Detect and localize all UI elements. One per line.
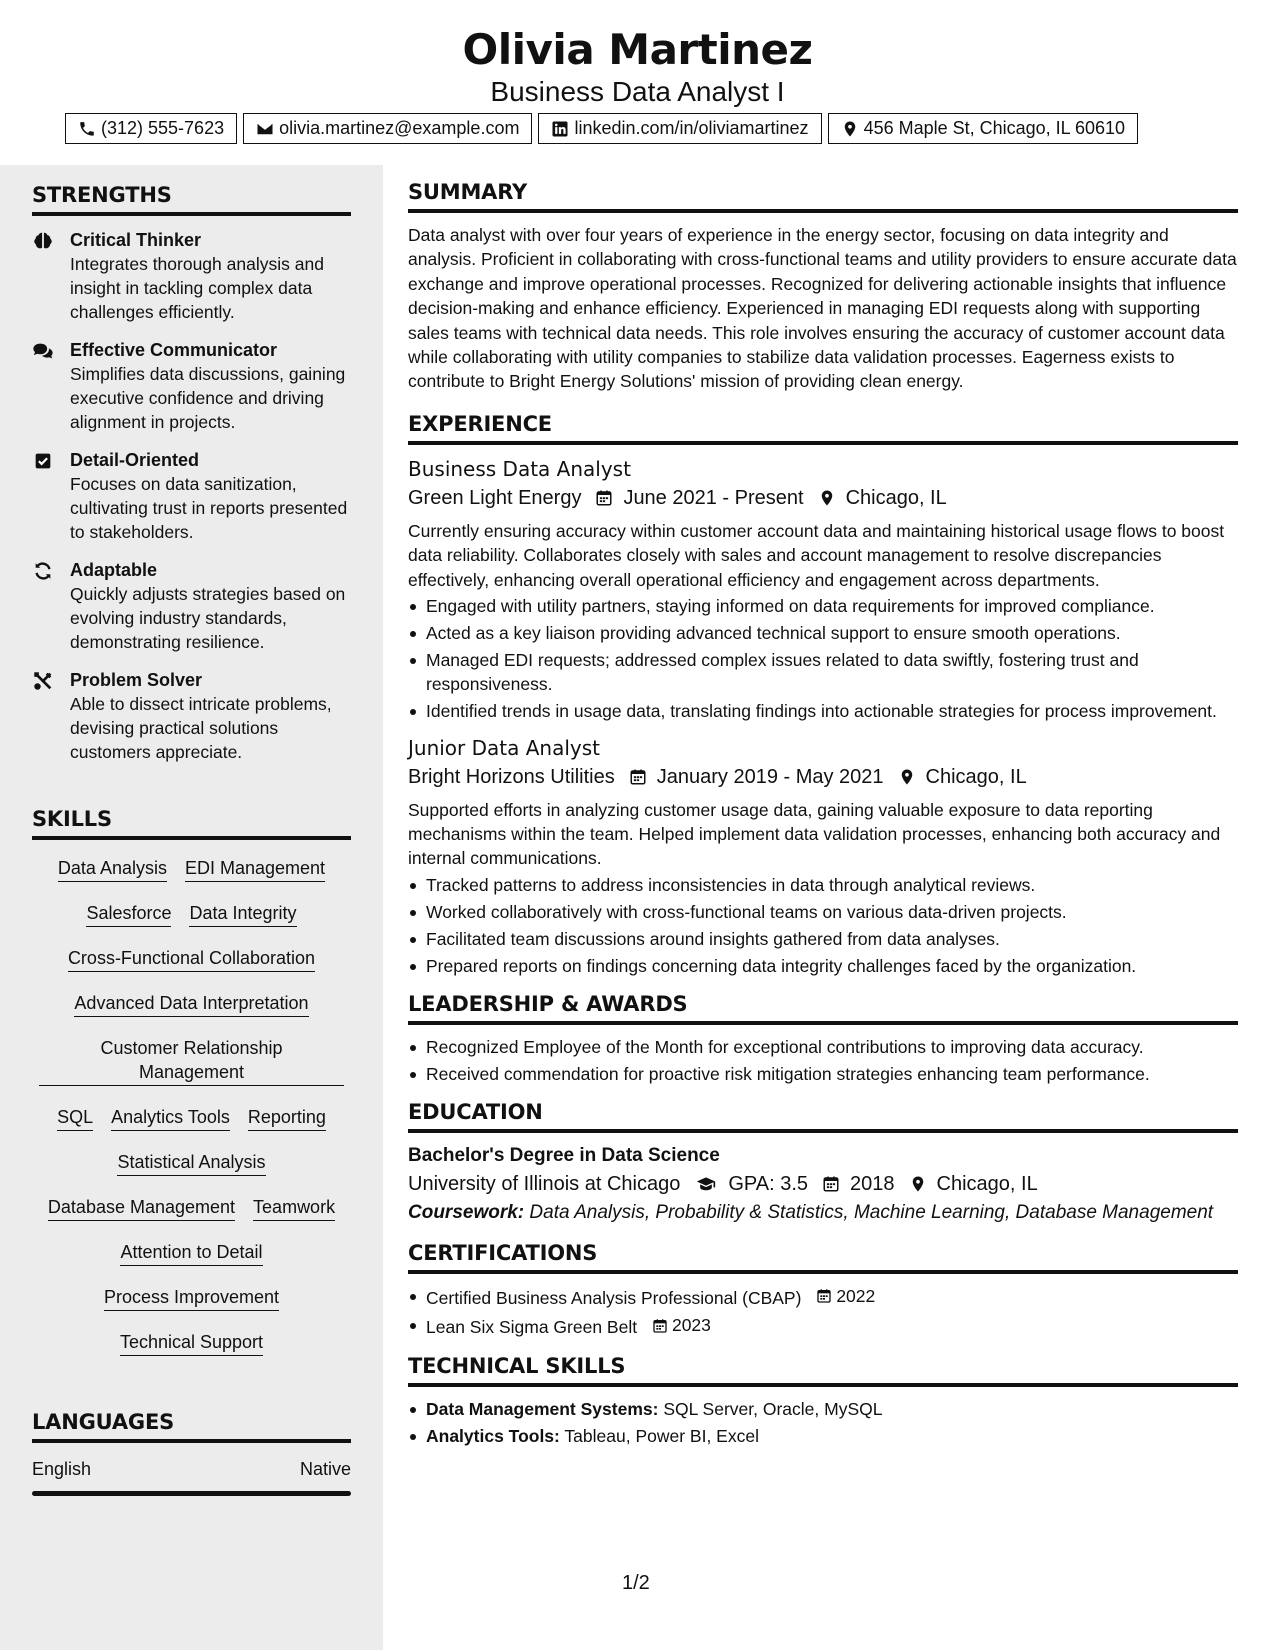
strength-item	[32, 448, 351, 544]
job-bullets	[408, 594, 1238, 724]
certifications-title: CERTIFICATIONS	[408, 1241, 1238, 1274]
skill-tag: Process Improvement	[104, 1279, 279, 1311]
skill-tag: Advanced Data Interpretation	[74, 985, 308, 1017]
languages-title: LANGUAGES	[32, 1410, 351, 1443]
job-bullet: Worked collaboratively with cross-functional teams on various data-driven projects.	[408, 900, 1238, 924]
address-text: 456 Maple St, Chicago, IL 60610	[863, 118, 1126, 138]
gpa: GPA: 3.5	[728, 1173, 809, 1196]
coursework-label: Coursework:	[408, 1202, 525, 1224]
coursework-list: Data Analysis, Probability & Statistics, Machine Learning, Database Management	[529, 1202, 1214, 1224]
calendar-icon	[629, 768, 647, 786]
skills-list	[32, 850, 351, 1369]
job-dates: January 2019 - May 2021	[656, 765, 884, 788]
strength-desc: Focuses on data sanitization, cultivating trust in reports presented to stakeholders.	[70, 474, 348, 542]
skill-tag: EDI Management	[185, 850, 325, 882]
technical-skills-section	[408, 1354, 1238, 1448]
calendar-icon	[652, 1318, 668, 1334]
job-location: Chicago, IL	[845, 486, 947, 509]
contact-phone	[65, 113, 237, 144]
technical-skill-value: Tableau, Power BI, Excel	[564, 1425, 759, 1446]
skill-tag: Customer Relationship Management	[39, 1030, 344, 1086]
degree-title: Bachelor's Degree in Data Science	[408, 1145, 720, 1167]
phone-icon	[78, 120, 96, 138]
summary-text: Data analyst with over four years of experience in the energy sector, focusing on data integrity and analysis. Proficient in collaborating with cross-functional teams and utility providers to ensure accurate data exchange and improve operational processes. Recognized for delivering actionable insights that influence decision-making and enhance efficiency. Experienced in managing EDI requests along with supporting sales teams with technical data needs. This role involves ensuring the accuracy of customer account data while collaborating with utility companies to stabilize data validation processes. Eagerness exists to contribute to Bright Energy Solutions' mission of providing clean energy.	[408, 225, 1237, 392]
sync-icon	[32, 560, 54, 582]
comments-icon	[32, 340, 54, 362]
job-description: Currently ensuring accuracy within customer account data and maintaining historical usage flows to boost data reliability. Collaborates closely with sales and account management to resolve discrepancies effectively, enhancing overall operational efficiency and engagement across departments.	[408, 520, 1225, 590]
skill-tag: Reporting	[248, 1099, 326, 1131]
job-bullet: Tracked patterns to address inconsistencies in data through analytical reviews.	[408, 873, 1238, 897]
candidate-role: Business Data Analyst I	[490, 76, 785, 107]
technical-skills-title: TECHNICAL SKILLS	[408, 1354, 1238, 1387]
job-bullet: Managed EDI requests; addressed complex issues related to data swiftly, fostering trust and responsiveness.	[408, 648, 1238, 697]
job-bullet: Identified trends in usage data, translating findings into actionable strategies for process improvement.	[408, 699, 1238, 723]
job-bullet: Prepared reports on findings concerning data integrity challenges faced by the organization.	[408, 954, 1238, 978]
strengths-title: STRENGTHS	[32, 183, 351, 216]
language-level: Native	[299, 1459, 351, 1479]
page-number: 1/2	[622, 1572, 650, 1594]
checkbox-icon	[32, 450, 54, 472]
language-proficiency-bar	[32, 1491, 351, 1496]
strength-item	[32, 558, 351, 654]
certifications-section	[408, 1241, 1238, 1340]
experience-title: EXPERIENCE	[408, 412, 1238, 445]
skill-tag: Teamwork	[253, 1189, 335, 1221]
contact-linkedin[interactable]	[538, 113, 821, 144]
skill-tag: Statistical Analysis	[117, 1144, 265, 1176]
technical-skill-item	[408, 1397, 1238, 1421]
education-section	[408, 1100, 1238, 1225]
envelope-icon	[256, 120, 274, 138]
calendar-icon	[595, 489, 613, 507]
map-marker-icon	[898, 768, 916, 786]
language-name: English	[32, 1459, 92, 1479]
linkedin-text[interactable]: linkedin.com/in/oliviamartinez	[574, 118, 809, 138]
strength-desc: Quickly adjusts strategies based on evolving industry standards, demonstrating resilience.	[70, 584, 346, 652]
job-bullet: Acted as a key liaison providing advanced technical support to ensure smooth operations.	[408, 621, 1238, 645]
skill-tag: Salesforce	[86, 895, 171, 927]
skill-tag: SQL	[57, 1099, 93, 1131]
technical-skills-list	[408, 1397, 1238, 1448]
phone-text: (312) 555-7623	[101, 118, 225, 138]
job-title: Junior Data Analyst	[408, 735, 601, 760]
job-location: Chicago, IL	[925, 765, 1027, 788]
graduation-cap-icon	[694, 1174, 718, 1194]
summary-title: SUMMARY	[408, 180, 1238, 213]
skill-tag: Technical Support	[120, 1324, 263, 1356]
job-bullet: Facilitated team discussions around insights gathered from data analyses.	[408, 927, 1238, 951]
certifications-list	[408, 1284, 1238, 1340]
skill-tag: Cross-Functional Collaboration	[68, 940, 315, 972]
job-dates: June 2021 - Present	[623, 486, 804, 509]
calendar-icon	[822, 1175, 840, 1193]
skills-title: SKILLS	[32, 807, 351, 840]
summary-section	[408, 180, 1238, 394]
certification-year-wrap	[652, 1313, 711, 1337]
leadership-item: Recognized Employee of the Month for exceptional contributions to improving data accuracy.	[408, 1035, 1238, 1059]
technical-skill-label: Data Management Systems:	[426, 1398, 659, 1419]
map-marker-icon	[841, 120, 859, 138]
job-company: Green Light Energy	[408, 486, 582, 509]
strength-title: Problem Solver	[70, 670, 203, 690]
skill-tag: Data Integrity	[189, 895, 296, 927]
certification-item	[408, 1284, 1238, 1311]
skill-tag: Database Management	[48, 1189, 235, 1221]
job-meta	[408, 762, 1238, 792]
experience-section	[408, 412, 1238, 978]
strength-title: Adaptable	[70, 560, 158, 580]
certification-name: Certified Business Analysis Professional (CBAP)	[426, 1288, 802, 1309]
strength-desc: Simplifies data discussions, gaining executive confidence and driving alignment in projects.	[70, 364, 346, 432]
leadership-list	[408, 1035, 1238, 1086]
leadership-title: LEADERSHIP & AWARDS	[408, 992, 1238, 1025]
skill-tag: Data Analysis	[58, 850, 167, 882]
strength-title: Detail-Oriented	[70, 450, 200, 470]
job-bullet: Engaged with utility partners, staying informed on data requirements for improved compliance.	[408, 594, 1238, 618]
contact-email[interactable]	[243, 113, 532, 144]
technical-skill-item	[408, 1424, 1238, 1448]
contact-bar	[65, 113, 1138, 144]
certification-year: 2023	[671, 1315, 711, 1336]
map-marker-icon	[818, 489, 836, 507]
main-content	[408, 180, 1238, 1466]
calendar-icon	[816, 1288, 832, 1304]
education-meta	[408, 1169, 1238, 1199]
coursework	[408, 1201, 1238, 1225]
graduation-year: 2018	[850, 1173, 895, 1196]
certification-name: Lean Six Sigma Green Belt	[426, 1317, 638, 1338]
strength-item	[32, 668, 351, 764]
school-name: University of Illinois at Chicago	[408, 1173, 681, 1196]
tools-icon	[32, 670, 54, 692]
leadership-item: Received commendation for proactive risk mitigation strategies enhancing team performance.	[408, 1062, 1238, 1086]
skill-tag: Analytics Tools	[111, 1099, 230, 1131]
certification-year-wrap	[816, 1284, 875, 1308]
language-row	[32, 1457, 351, 1481]
leadership-section	[408, 992, 1238, 1086]
job-entry	[408, 734, 1238, 978]
strength-item	[32, 338, 351, 434]
certification-year: 2022	[836, 1286, 876, 1307]
technical-skill-label: Analytics Tools:	[426, 1425, 560, 1446]
education-title: EDUCATION	[408, 1100, 1238, 1133]
job-company: Bright Horizons Utilities	[408, 765, 615, 788]
strength-title: Critical Thinker	[70, 230, 202, 250]
email-text[interactable]: olivia.martinez@example.com	[279, 118, 520, 138]
linkedin-icon	[551, 120, 569, 138]
school-location: Chicago, IL	[936, 1173, 1038, 1196]
resume-header	[0, 0, 1275, 108]
sidebar	[0, 165, 383, 1650]
job-description: Supported efforts in analyzing customer usage data, gaining valuable exposure to data reporting mechanisms within the team. Helped implement data validation processes, enhancing both accuracy and internal communications.	[408, 799, 1221, 869]
job-entry	[408, 455, 1238, 724]
job-meta	[408, 483, 1238, 513]
skill-tag: Attention to Detail	[120, 1234, 262, 1266]
skills-section	[32, 807, 351, 1369]
languages-section	[32, 1410, 351, 1496]
job-title: Business Data Analyst	[408, 456, 631, 481]
job-bullets	[408, 873, 1238, 978]
strengths-section	[32, 183, 351, 764]
strength-item	[32, 228, 351, 324]
map-marker-icon	[909, 1175, 927, 1193]
certification-item	[408, 1313, 1238, 1340]
candidate-name: Olivia Martinez	[462, 25, 813, 74]
technical-skill-value: SQL Server, Oracle, MySQL	[663, 1398, 883, 1419]
strength-desc: Able to dissect intricate problems, devising practical solutions customers appreciate.	[70, 694, 332, 762]
brain-icon	[32, 230, 54, 252]
strength-title: Effective Communicator	[70, 340, 278, 360]
contact-address	[828, 113, 1139, 144]
strength-desc: Integrates thorough analysis and insight in tackling complex data challenges efficiently.	[70, 254, 324, 322]
